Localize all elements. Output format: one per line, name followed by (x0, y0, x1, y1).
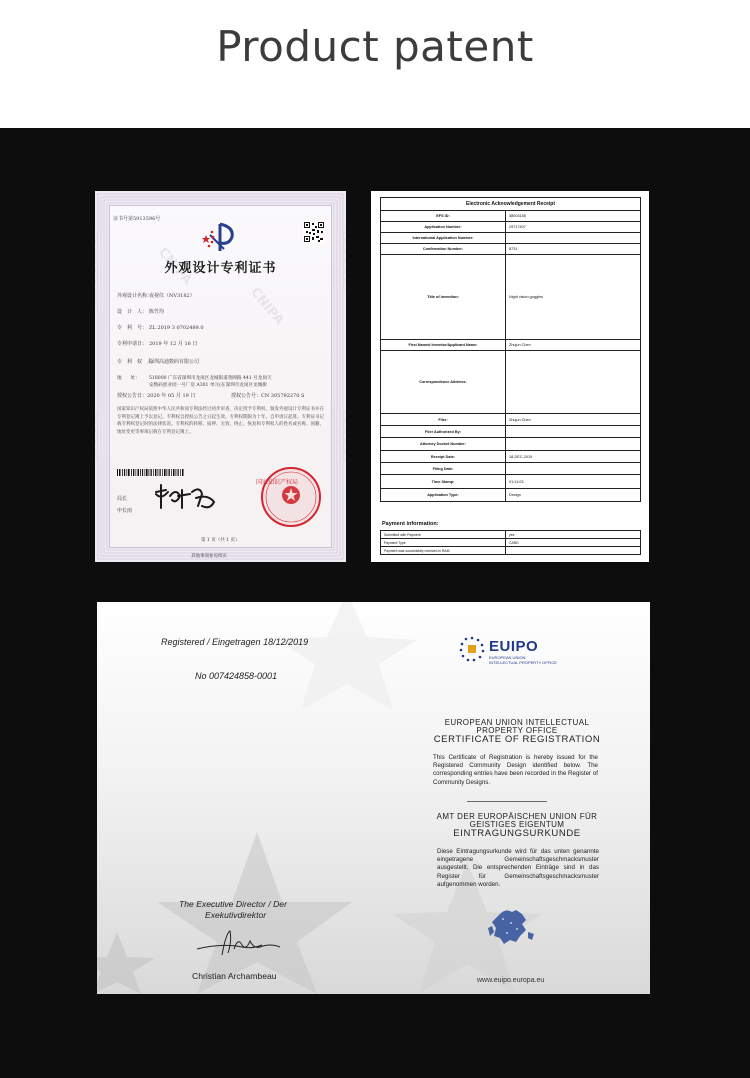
row-value (506, 547, 641, 555)
field-address (117, 375, 272, 381)
table-row (381, 414, 641, 426)
watermark-text: CNIPA (155, 244, 195, 289)
divider (467, 801, 547, 802)
field-label: 外观设计名称： (117, 293, 153, 299)
row-label: Title of Invention: (381, 255, 506, 340)
table-row (381, 351, 641, 414)
table-row (381, 222, 641, 233)
table-row (381, 438, 641, 451)
field-label: 专 利 权 人： (117, 359, 158, 365)
page-title: Product patent (216, 22, 534, 71)
en-heading-line2: PROPERTY OFFICE (476, 726, 558, 735)
row-value (506, 233, 641, 244)
table-row (381, 547, 641, 555)
table-row (381, 233, 641, 244)
row-label: Payment Type (381, 539, 506, 547)
official-seal-icon (251, 464, 331, 530)
registration-number: No 007424858-0001 (195, 671, 278, 681)
euipo-logo-text: EUIPO (489, 638, 539, 655)
certificate-title: 外观设计专利证书 (164, 261, 277, 276)
table-row (381, 475, 641, 489)
row-value: yes (506, 531, 641, 539)
de-heading-line1: AMT DER EUROPÄISCHEN UNION FÜR (436, 812, 598, 821)
registration-date: Registered / Eingetragen 18/12/2019 (161, 637, 309, 647)
watermark-text: CNIPA (247, 284, 287, 329)
field-label: 专 利 号： (117, 325, 148, 331)
row-label: Receipt Date: (381, 451, 506, 463)
field-label: 设 计 人： (117, 309, 148, 315)
row-value: 38004156 (506, 211, 641, 222)
field-designer (117, 308, 164, 315)
table-row (381, 211, 641, 222)
row-label: Application Number: (381, 222, 506, 233)
euipo-logo-sub: INTELLECTUAL PROPERTY OFFICE (489, 660, 557, 665)
field-label: 地 址： (117, 376, 140, 381)
row-value: CARD (506, 539, 641, 547)
field-patent-number (117, 324, 204, 331)
de-heading-title: EINTRAGUNGSURKUNDE (453, 828, 581, 839)
certificate-body-text: 国家知识产权局依照中华人民共和国专利法经过初步审查，决定授予专利权，颁发外观设计专利证书并在专利登记簿上予以登记。专利权自授权公告之日起生效。专利权期限为十年，自申请日起算。专利证书记载专利权登记时的法律状况。专利权的转移、质押、无效、终止、恢复和专利权人的姓名或名称、国籍、地址变更等事项记载在专利登记簿上。 (117, 407, 324, 435)
cn-patent-certificate (95, 191, 346, 562)
row-label: Filing Date: (381, 463, 506, 475)
row-label: Confirmation Number: (381, 244, 506, 255)
row-value: Zhujun Chen (506, 414, 641, 426)
row-value: 8731 (506, 244, 641, 255)
table-row (381, 198, 641, 211)
row-label: Filer: (381, 414, 506, 426)
field-address-cont: 安数码创业园一号厂房 A301 单元(在深圳市龙岗区龙城街 (149, 383, 267, 388)
row-value (506, 426, 641, 438)
table-row (381, 489, 641, 502)
table-row (381, 244, 641, 255)
table-row (381, 539, 641, 547)
qr-code-icon (303, 221, 325, 243)
row-label: First Named Inventor/Applicant Name: (381, 340, 506, 351)
field-value: 2019 年 12 月 16 日 (149, 341, 198, 347)
row-value (506, 438, 641, 451)
row-label: Payment was successfully received in RAM (381, 547, 506, 555)
payment-table (380, 530, 641, 555)
row-value: 01:11:03 (506, 475, 641, 489)
star-background-icon (97, 602, 650, 994)
payment-title: Payment information: (382, 521, 439, 527)
de-body-text: Diese Eintragungsurkunde wird für das unten genannte eingetragene Gemeinschaftsgeschmacksmuster ausgestellt. Die entsprechenden Einträge sind in das Register für Gemeinschaftsgeschmacksmuster aufgenommen worden. (437, 848, 599, 888)
table-row (381, 463, 641, 475)
field-grant-date: 授权公告日：2020 年 05 月 19 日 (117, 393, 196, 399)
director-name: Christian Archambeau (192, 971, 277, 981)
director-title-line2: Exekutivdirektor (205, 910, 267, 920)
field-value: 陈竹均 (149, 309, 165, 315)
table-row (381, 531, 641, 539)
field-value: ZL 2019 3 0702489.0 (149, 325, 204, 331)
header (0, 0, 750, 128)
row-label: EFS ID: (381, 211, 506, 222)
europe-map-icon (482, 904, 542, 956)
row-label: Submitted with Payment (381, 531, 506, 539)
row-label: Application Type: (381, 489, 506, 502)
table-row (381, 340, 641, 351)
director-title-line1: The Executive Director / Der (179, 899, 287, 909)
director-name: 申长雨 (117, 508, 133, 514)
euipo-logo-icon (459, 636, 485, 662)
director-signature-icon (152, 482, 224, 514)
website-text: www.euipo.europa.eu (477, 977, 545, 984)
field-application-date (117, 340, 197, 347)
row-label: Filer Authorized By: (381, 426, 506, 438)
cnipa-logo-icon (198, 221, 238, 255)
receipt-table (380, 197, 641, 502)
director-title: 局长 (117, 496, 128, 502)
row-value (506, 463, 641, 475)
row-label: International Application Number: (381, 233, 506, 244)
row-label: Attorney Docket Number: (381, 438, 506, 451)
barcode-icon (117, 469, 185, 476)
row-label: Correspondence Address: (381, 351, 506, 414)
director-signature-icon (192, 927, 287, 957)
table-row (381, 255, 641, 340)
receipt-title: Electronic Acknowledgement Receipt (381, 198, 641, 211)
table-row (381, 451, 641, 463)
row-label: Time Stamp: (381, 475, 506, 489)
en-body-text: This Certificate of Registration is hereby issued for the Registered Community Design identified below. The corresponding entries have been recorded in the Register of Community Designs. (433, 754, 598, 786)
euipo-logo-sub: EUROPEAN UNION (489, 655, 526, 660)
acknowledgement-receipt (371, 191, 649, 562)
footer-note: 其他事项参见续页 (191, 554, 227, 559)
en-heading-line1: EUROPEAN UNION INTELLECTUAL (444, 718, 590, 727)
row-value: Design (506, 489, 641, 502)
row-value: 29717407 (506, 222, 641, 233)
field-grant-number: 授权公告号：CN 305792270 S (231, 393, 305, 399)
page-number: 第 1 页（共 1 页） (201, 538, 240, 543)
en-heading-title: CERTIFICATE OF REGISTRATION (433, 734, 601, 745)
de-heading-line2: GEISTIGES EIGENTUM (469, 820, 565, 829)
field-patentee (117, 358, 199, 365)
row-value: 18-DEC-2019 (506, 451, 641, 463)
certificate-number: 证书号第5913596号 (113, 216, 161, 222)
field-design-name (117, 292, 195, 299)
field-label: 专利申请日： (117, 341, 148, 347)
row-value (506, 351, 641, 414)
row-value: Zhujun Chen (506, 340, 641, 351)
row-value: Night vision goggles (506, 255, 641, 340)
seal-text: 国家知识产权局 (256, 479, 299, 486)
field-value: 深圳高迪数码有限公司 (149, 359, 200, 365)
field-value: 518000 广东省深圳市龙岗区龙城街道黄阁路 441 号龙岗天 (149, 376, 272, 381)
field-value: 夜视仪（NV3182） (149, 293, 195, 299)
table-row (381, 426, 641, 438)
euipo-certificate (97, 602, 650, 994)
